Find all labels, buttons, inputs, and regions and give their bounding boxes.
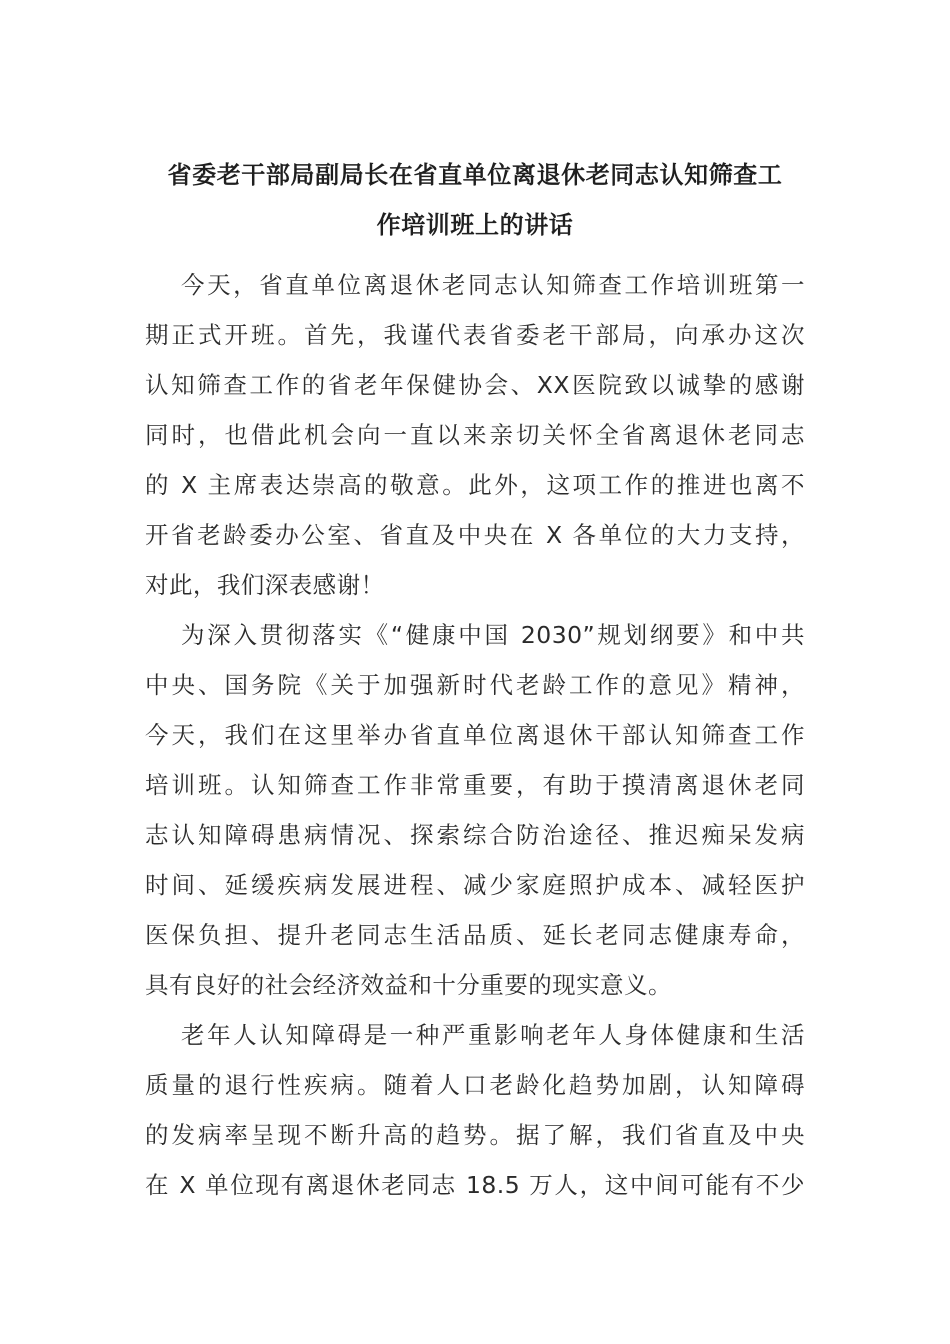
paragraph-2-line-6: 时间、延缓疾病发展进程、减少家庭照护成本、减轻医护 — [145, 871, 805, 899]
document-title — [145, 150, 805, 250]
paragraph-1-line-6: 开省老龄委办公室、省直及中央在 X 各单位的大力支持， — [145, 521, 805, 549]
speech-body — [145, 260, 805, 1210]
paragraph-1-line-1: 今天，省直单位离退休老同志认知筛查工作培训班第一 — [181, 271, 805, 299]
paragraph-2-line-3: 今天，我们在这里举办省直单位离退休干部认知筛查工作 — [145, 721, 805, 749]
paragraph-2-line-1: 为深入贯彻落实《“健康中国 2030”规划纲要》和中共 — [181, 621, 805, 649]
paragraph-1-line-4: 同时，也借此机会向一直以来亲切关怀全省离退休老同志 — [145, 421, 805, 449]
paragraph-1-line-7: 对此，我们深表感谢！ — [145, 571, 385, 599]
title-line-2: 作培训班上的讲话 — [376, 211, 574, 239]
paragraph-2-line-7: 医保负担、提升老同志生活品质、延长老同志健康寿命， — [145, 921, 805, 949]
paragraph-2-line-8: 具有良好的社会经济效益和十分重要的现实意义。 — [145, 971, 672, 999]
paragraph-2-line-5: 志认知障碍患病情况、探索综合防治途径、推迟痴呆发病 — [145, 821, 805, 849]
paragraph-1-line-5: 的 X 主席表达崇高的敬意。此外，这项工作的推进也离不 — [145, 471, 805, 499]
paragraph-3-line-3: 的发病率呈现不断升高的趋势。据了解，我们省直及中央 — [145, 1121, 805, 1149]
paragraph-1-line-2: 期正式开班。首先，我谨代表省委老干部局，向承办这次 — [145, 321, 805, 349]
paragraph-2-line-4: 培训班。认知筛查工作非常重要，有助于摸清离退休老同 — [145, 771, 805, 799]
paragraph-1-line-3: 认知筛查工作的省老年保健协会、XX医院致以诚挚的感谢 — [145, 371, 805, 399]
paragraph-3-line-2: 质量的退行性疾病。随着人口老龄化趋势加剧，认知障碍 — [145, 1071, 805, 1099]
paragraph-3-line-1: 老年人认知障碍是一种严重影响老年人身体健康和生活 — [181, 1021, 805, 1049]
paragraph-2-line-2: 中央、国务院《关于加强新时代老龄工作的意见》精神， — [145, 671, 805, 699]
title-line-1: 省委老干部局副局长在省直单位离退休老同志认知筛查工 — [167, 161, 783, 189]
paragraph-3-line-4: 在 X 单位现有离退休老同志 18.5 万人，这中间可能有不少 — [145, 1171, 805, 1199]
